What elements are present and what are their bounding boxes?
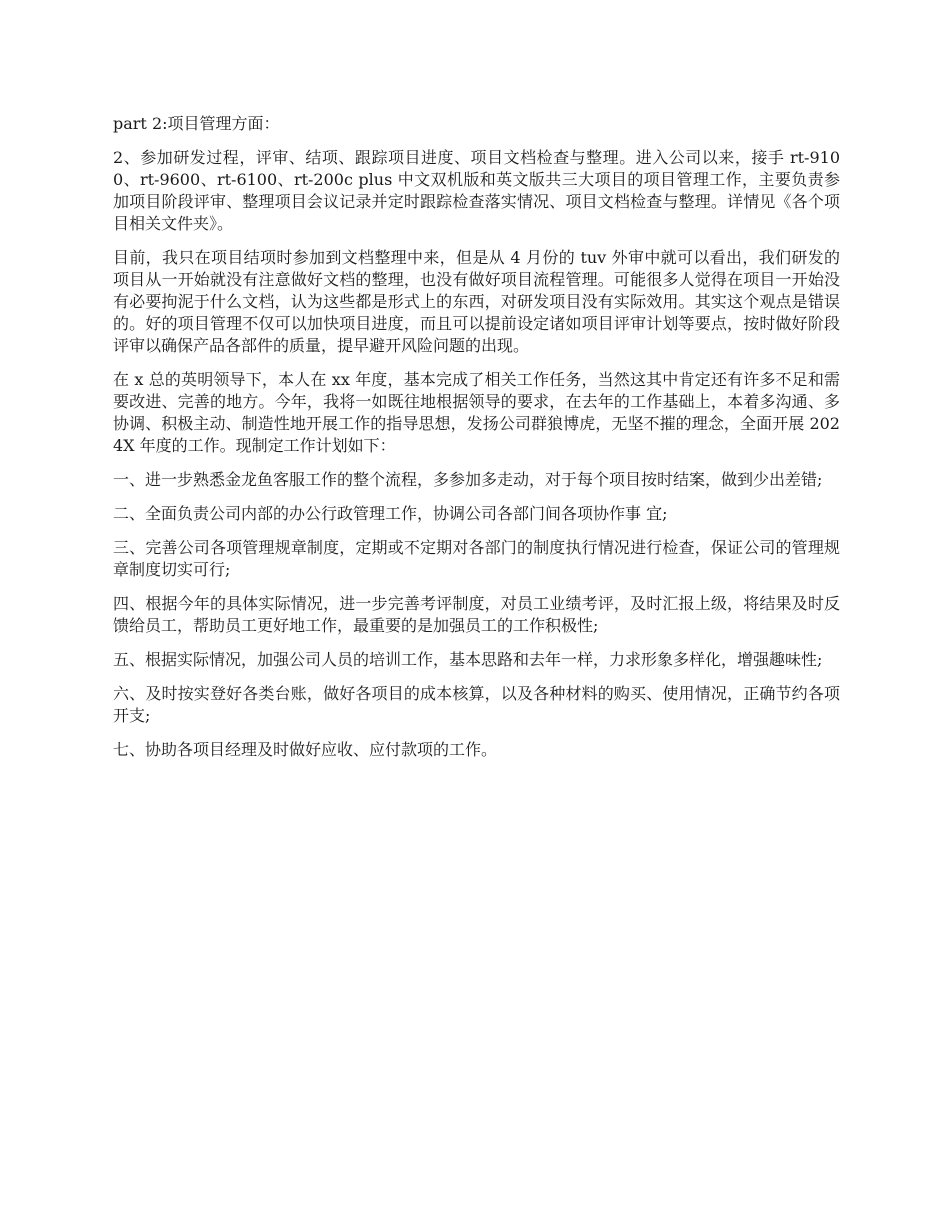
paragraph-work-plan-intro: 在 x 总的英明领导下，本人在 xx 年度，基本完成了相关工作任务，当然这其中肯定还有许多不足和需要改进、完善的地方。今年，我将一如既往地根据领导的要求，在去年的工作基础上，本着多沟通、多协调、积极主动、制造性地开展工作的指导思想，发扬公司群狼博虎，无坚不摧的理念，全面开展 2024X 年度的工作。现制定工作计划如下： [113, 370, 840, 455]
plan-item-7: 七、协助各项目经理及时做好应收、应付款项的工作。 [113, 740, 498, 759]
plan-item-5: 五、根据实际情况，加强公司人员的培训工作，基本思路和去年一样，力求形象多样化，增强趣味性; [113, 650, 823, 669]
section-heading: part 2:项目管理方面： [113, 114, 280, 133]
plan-item-1: 一、进一步熟悉金龙鱼客服工作的整个流程，多参加多走动，对于每个项目按时结案，做到少出差错; [113, 470, 823, 489]
plan-item-3: 三、完善公司各项管理规章制度，定期或不定期对各部门的制度执行情况进行检查，保证公司的管理规章制度切实可行; [113, 538, 840, 579]
plan-item-2: 二、全面负责公司内部的办公行政管理工作，协调公司各部门间各项协作事 宜; [113, 504, 668, 523]
paragraph-current-status: 目前，我只在项目结项时参加到文档整理中来，但是从 4 月份的 tuv 外审中就可以看出，我们研发的项目从一开始就没有注意做好文档的整理，也没有做好项目流程管理。可能很多人觉得在项目一开始没有必要拘泥于什么文档，认为这些都是形式上的东西，对研发项目没有实际效用。其实这个观点是错误的。好的项目管理不仅可以加快项目进度，而且可以提前设定诸如项目评审计划等要点，按时做好阶段评审以确保产品各部件的质量，提早避开风险问题的出现。 [113, 248, 840, 355]
document-body [113, 113, 840, 773]
plan-item-6: 六、及时按实登好各类台账，做好各项目的成本核算，以及各种材料的购买、使用情况，正确节约各项开支; [113, 684, 840, 725]
plan-item-4: 四、根据今年的具体实际情况，进一步完善考评制度，对员工业绩考评，及时汇报上级，将结果及时反馈给员工，帮助员工更好地工作，最重要的是加强员工的工作积极性; [113, 594, 840, 635]
paragraph-project-management: 2、参加研发过程，评审、结项、跟踪项目进度、项目文档检查与整理。进入公司以来，接手 rt-9100、rt-9600、rt-6100、rt-200c plus 中文双机版和英文版共三大项目的项目管理工作，主要负责参加项目阶段评审、整理项目会议记录并定时跟踪检查落实情况、项目文档检查与整理。详情见《各个项目相关文件夹》。 [113, 148, 840, 233]
